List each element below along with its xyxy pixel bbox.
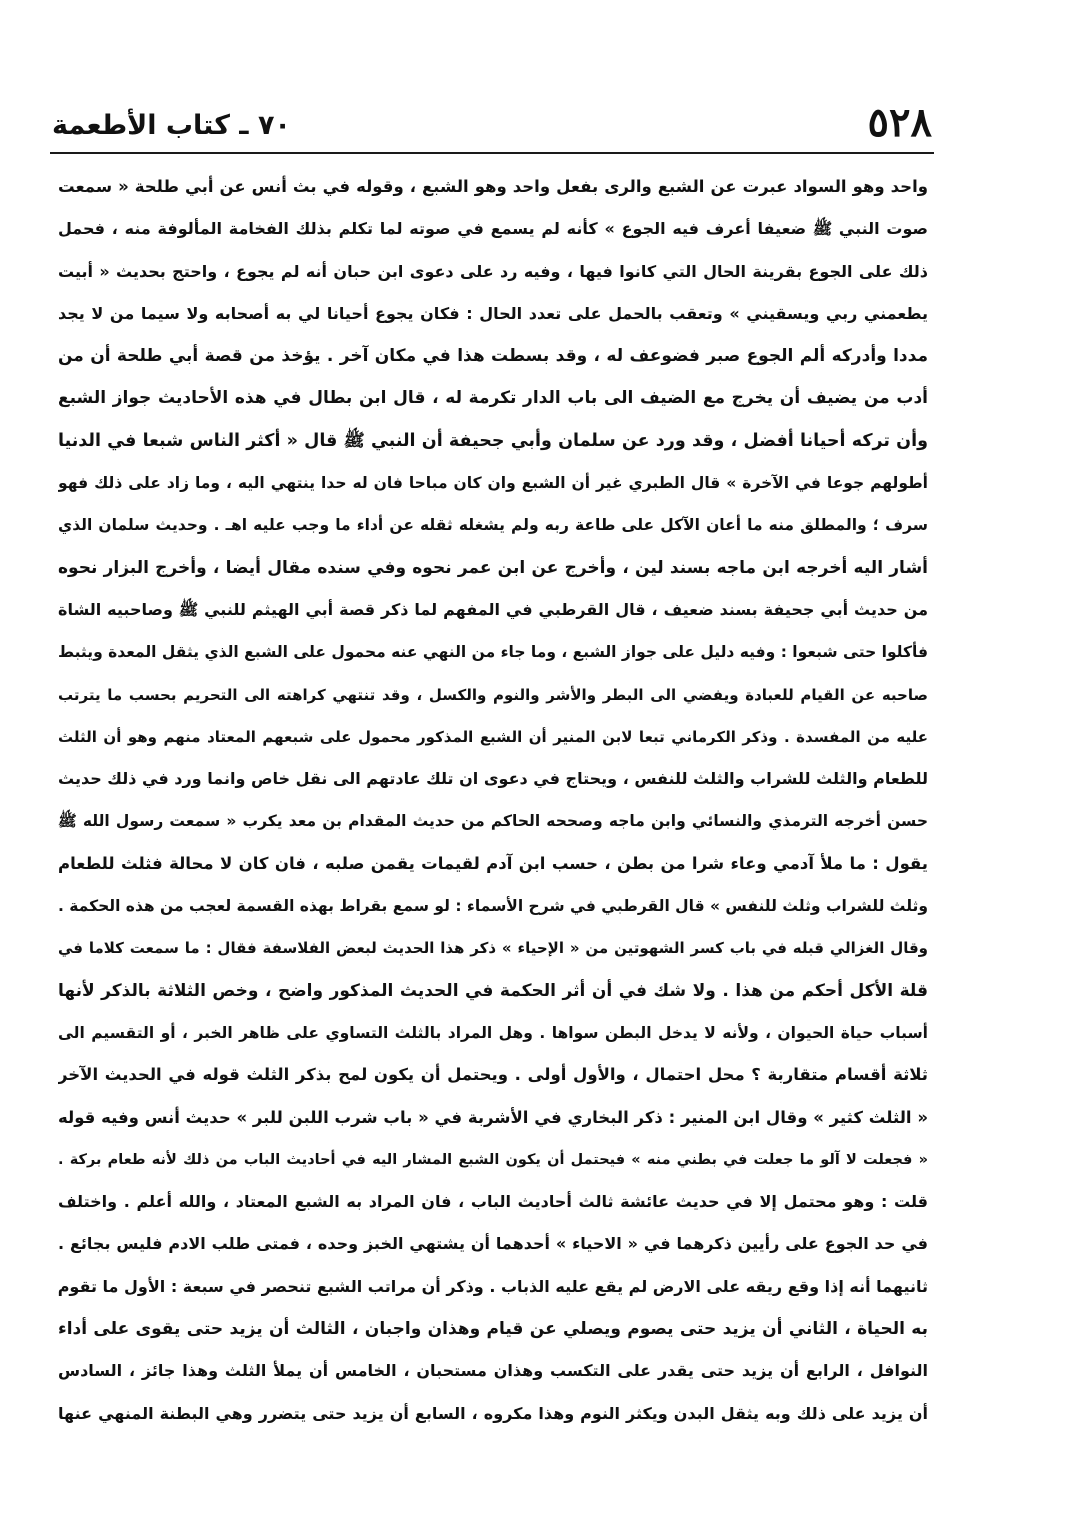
text-line: وثلث للشراب وثلث للنفس » قال القرطبي في شرح الأسماء : لو سمع بقراط بهذه القسمة لعجب من هذه الحكمة . bbox=[58, 897, 928, 916]
text-line: أطولهم جوعا في الآخرة » قال الطبري غير أن الشبع وان كان مباحا فان له حدا ينتهي اليه ، وما زاد على ذلك فهو bbox=[58, 474, 928, 493]
text-line: « فجعلت لا آلو ما جعلت في بطني منه » فيحتمل أن يكون الشبع المشار اليه في أحاديث الباب من ذلك لأنه طعام بركة . bbox=[58, 1151, 928, 1168]
text-line: النوافل ، الرابع أن يزيد حتى يقدر على التكسب وهذان مستحبان ، الخامس أن يملأ الثلث وهذا جائز ، السادس bbox=[58, 1361, 928, 1381]
text-line: يطعمني ربي ويسقيني » وتعقب بالحمل على تعدد الحال : فكان يجوع أحيانا لي به أصحابه ولا سيما من لا يجد bbox=[58, 303, 928, 323]
text-line: « الثلث كثير » وقال ابن المنير : ذكر البخاري في الأشربة في « باب شرب اللبن للبر » حديث أنس وفيه قوله bbox=[58, 1107, 928, 1127]
text-line: أسباب حياة الحيوان ، ولأنه لا يدخل البطن سواها . وهل المراد بالثلث التساوي على ظاهر الخبر ، أو التقسيم الى bbox=[58, 1023, 928, 1042]
text-line: أشار اليه أخرجه ابن ماجه بسند لين ، وأخرج عن ابن عمر نحوه وفي سنده مقال أيضا ، وأخرج البزار نحوه bbox=[58, 557, 928, 578]
text-line: يقول : ما ملأ آدمي وعاء شرا من بطن ، حسب ابن آدم لقيمات يقمن صلبه ، فان كان لا محالة فثلث للطعام bbox=[58, 853, 928, 873]
text-line: صاحبه عن القيام للعبادة ويفضي الى البطر والأشر والنوم والكسل ، وقد تنتهي كراهته الى التحريم بحسب ما يترتب bbox=[58, 685, 928, 704]
text-line: قلت : وهو محتمل إلا في حديث عائشة ثالث أحاديث الباب ، فان المراد به الشبع المعتاد ، والله أعلم . واختلف bbox=[58, 1192, 928, 1212]
chapter-title: ٧٠ ـ كتاب الأطعمة bbox=[52, 110, 291, 141]
text-line: ثلاثة أقسام متقاربة ؟ محل احتمال ، والأول أولى . ويحتمل أن يكون لمح بذكر الثلث قوله في الحديث الآخر bbox=[58, 1065, 928, 1085]
text-line: وأن تركه أحيانا أفضل ، وقد ورد عن سلمان وأبي جحيفة أن النبي ﷺ قال « أكثر الناس شبعا في الدنيا bbox=[58, 430, 928, 451]
text-line: مددا وأدركه ألم الجوع صبر فضوعف له ، وقد بسطت هذا في مكان آخر . يؤخذ من قصة أبي طلحة أن من bbox=[58, 346, 928, 367]
text-line: عليه من المفسدة . وذكر الكرماني تبعا لابن المنير أن الشبع المذكور محمول على شبعهم المعتاد منهم وهو أن الثلث bbox=[58, 727, 928, 746]
text-line: قلة الأكل أحكم من هذا . ولا شك في أن أثر الحكمة في الحديث المذكور واضح ، وخص الثلاثة بالذكر لأنها bbox=[58, 980, 928, 1001]
body-text bbox=[58, 166, 928, 1435]
text-line: صوت النبي ﷺ ضعيفا أعرف فيه الجوع » كأنه لم يسمع في صوته لما تكلم بذلك الفخامة المألوفة منه ، فحمل bbox=[58, 219, 928, 239]
text-line: للطعام والثلث للشراب والثلث للنفس ، ويحتاج في دعوى ان تلك عادتهم الى نقل خاص وانما ورد في ذلك حديث bbox=[58, 769, 928, 789]
text-line: واحد وهو السواد عبرت عن الشبع والرى بفعل واحد وهو الشبع ، وقوله في بث أنس عن أبي طلحة « سمعت bbox=[58, 177, 928, 196]
text-line: ثانيهما أنه إذا وقع ريقه على الارض لم يقع عليه الذباب . وذكر أن مراتب الشبع تنحصر في سبعة : الأول ما تقوم bbox=[58, 1276, 928, 1296]
text-line: سرف ؛ والمطلق منه ما أعان الآكل على طاعة ربه ولم يشغله ثقله عن أداء ما وجب عليه اهـ . وحديث سلمان الذي bbox=[58, 516, 928, 535]
header-divider bbox=[50, 152, 934, 154]
text-line: أن يزيد على ذلك وبه يثقل البدن ويكثر النوم وهذا مكروه ، السابع أن يزيد حتى يتضرر وهي البطنة المنهي عنها bbox=[58, 1403, 928, 1423]
text-line: أدب من يضيف أن يخرج مع الضيف الى باب الدار تكرمة له ، قال ابن بطال في هذه الأحاديث جواز الشبع bbox=[58, 388, 928, 409]
text-line: ذلك على الجوع بقرينة الحال التي كانوا فيها ، وفيه رد على دعوى ابن حبان أنه لم يجوع ، واحتج بحديث « أبيت bbox=[58, 261, 928, 281]
text-line: حسن أخرجه الترمذي والنسائي وابن ماجه وصححه الحاكم من حديث المقدام بن معد يكرب « سمعت رسول الله ﷺ bbox=[58, 812, 928, 831]
text-line: وقال الغزالي قبله في باب كسر الشهوتين من « الإحياء » ذكر هذا الحديث لبعض الفلاسفة فقال : ما سمعت كلاما في bbox=[58, 939, 928, 958]
page-number: ٥٢٨ bbox=[867, 99, 932, 146]
text-line: في حد الجوع على رأيين ذكرهما في « الاحياء » أحدهما أن يشتهي الخبز وحده ، فمتى طلب الادم فليس بجائع . bbox=[58, 1234, 928, 1254]
text-line: فأكلوا حتى شبعوا : وفيه دليل على جواز الشبع ، وما جاء من النهي عنه محمول على الشبع الذي يثقل المعدة ويثبط bbox=[58, 643, 928, 662]
text-line: به الحياة ، الثاني أن يزيد حتى يصوم ويصلي عن قيام وهذان واجبان ، الثالث أن يزيد حتى يقوى على أداء bbox=[58, 1319, 928, 1340]
page-header bbox=[52, 100, 932, 146]
text-line: من حديث أبي جحيفة بسند ضعيف ، قال القرطبي في المفهم لما ذكر قصة أبي الهيثم للنبي ﷺ وصاحبيه الشاة bbox=[58, 599, 928, 619]
